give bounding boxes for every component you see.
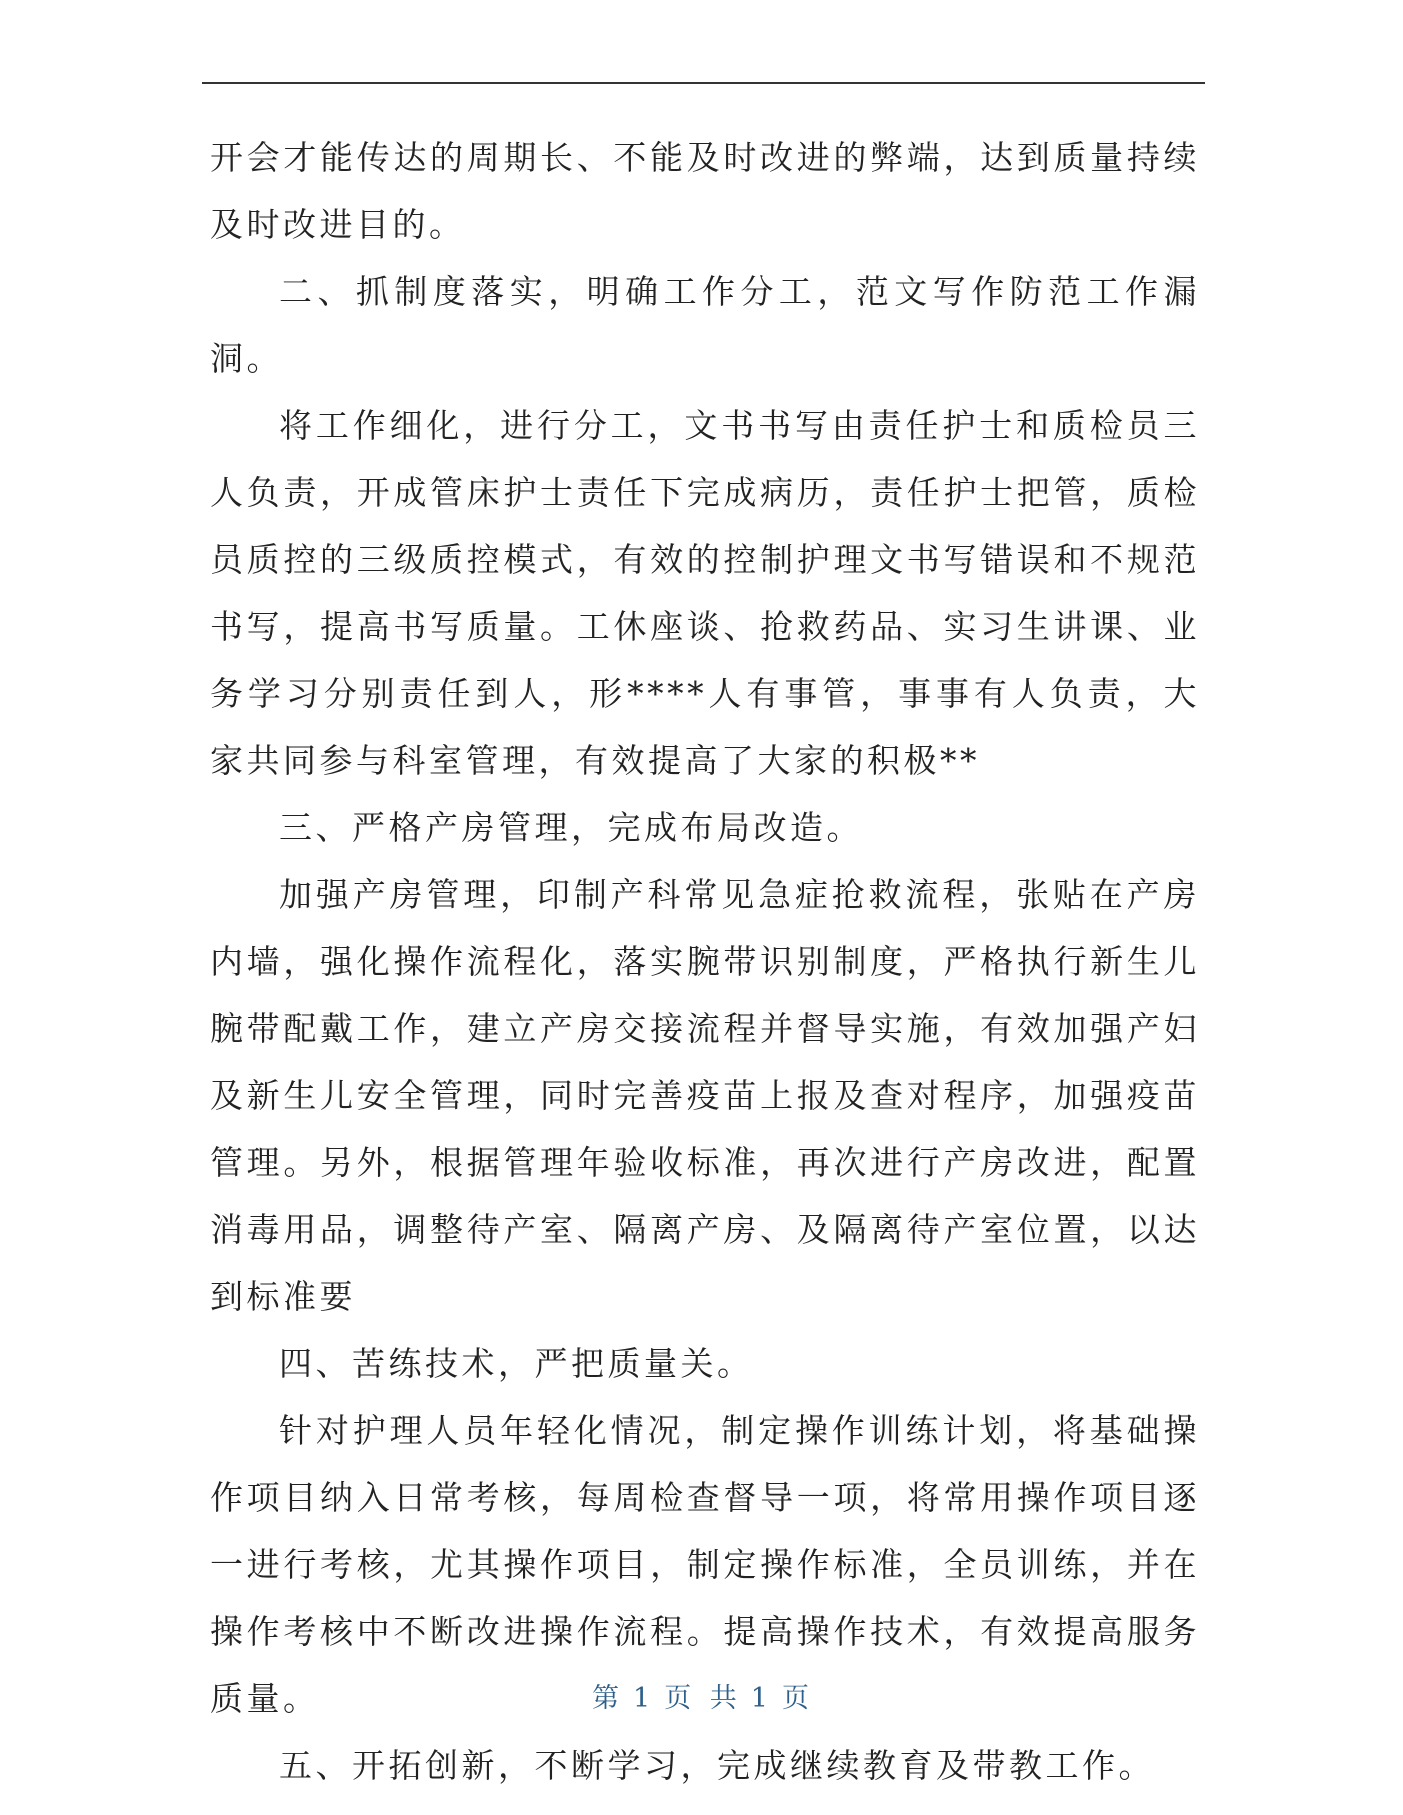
page-number-footer [0, 1676, 1403, 1715]
footer-middle: 页 共 [664, 1683, 739, 1714]
header-rule [202, 82, 1205, 84]
footer-total-pages: 1 [750, 1683, 770, 1714]
paragraph-section-2: 将工作细化，进行分工，文书书写由责任护士和质检员三人负责，开成管床护士责任下完成病历，责任护士把管，质检员质控的三级质控模式，有效的控制护理文书写错误和不规范书写，提高书写质量。工休座谈、抢救药品、实习生讲课、业务学习分别责任到人，形****人有事管，事事有人负责，大家共同参与科室管理，有效提高了大家的积极** [210, 406, 1200, 780]
footer-suffix: 页 [781, 1683, 811, 1714]
heading-section-2: 二、抓制度落实，明确工作分工，范文写作防范工作漏洞。 [210, 272, 1200, 378]
paragraph-section-4: 针对护理人员年轻化情况，制定操作训练计划，将基础操作项目纳入日常考核，每周检查督导一项，将常用操作项目逐一进行考核，尤其操作项目，制定操作标准，全员训练，并在操作考核中不断改进操作流程。提高操作技术，有效提高服务质量。 [210, 1411, 1200, 1718]
heading-section-5: 五、开拓创新，不断学习，完成继续教育及带教工作。 [279, 1746, 1155, 1785]
document-body [210, 124, 1200, 1799]
footer-prefix: 第 [592, 1683, 622, 1714]
paragraph-section-3: 加强产房管理，印制产科常见急症抢救流程，张贴在产房内墙，强化操作流程化，落实腕带识别制度，严格执行新生儿腕带配戴工作，建立产房交接流程并督导实施，有效加强产妇及新生儿安全管理，同时完善疫苗上报及查对程序，加强疫苗管理。另外，根据管理年验收标准，再次进行产房改进，配置消毒用品，调整待产室、隔离产房、及隔离待产室位置，以达到标准要 [210, 875, 1200, 1316]
heading-section-3: 三、严格产房管理，完成布局改造。 [279, 808, 863, 847]
footer-page-number: 1 [633, 1683, 653, 1714]
paragraph-1: 开会才能传达的周期长、不能及时改进的弊端，达到质量持续及时改进目的。 [210, 138, 1200, 244]
heading-section-4: 四、苦练技术，严把质量关。 [279, 1344, 754, 1383]
